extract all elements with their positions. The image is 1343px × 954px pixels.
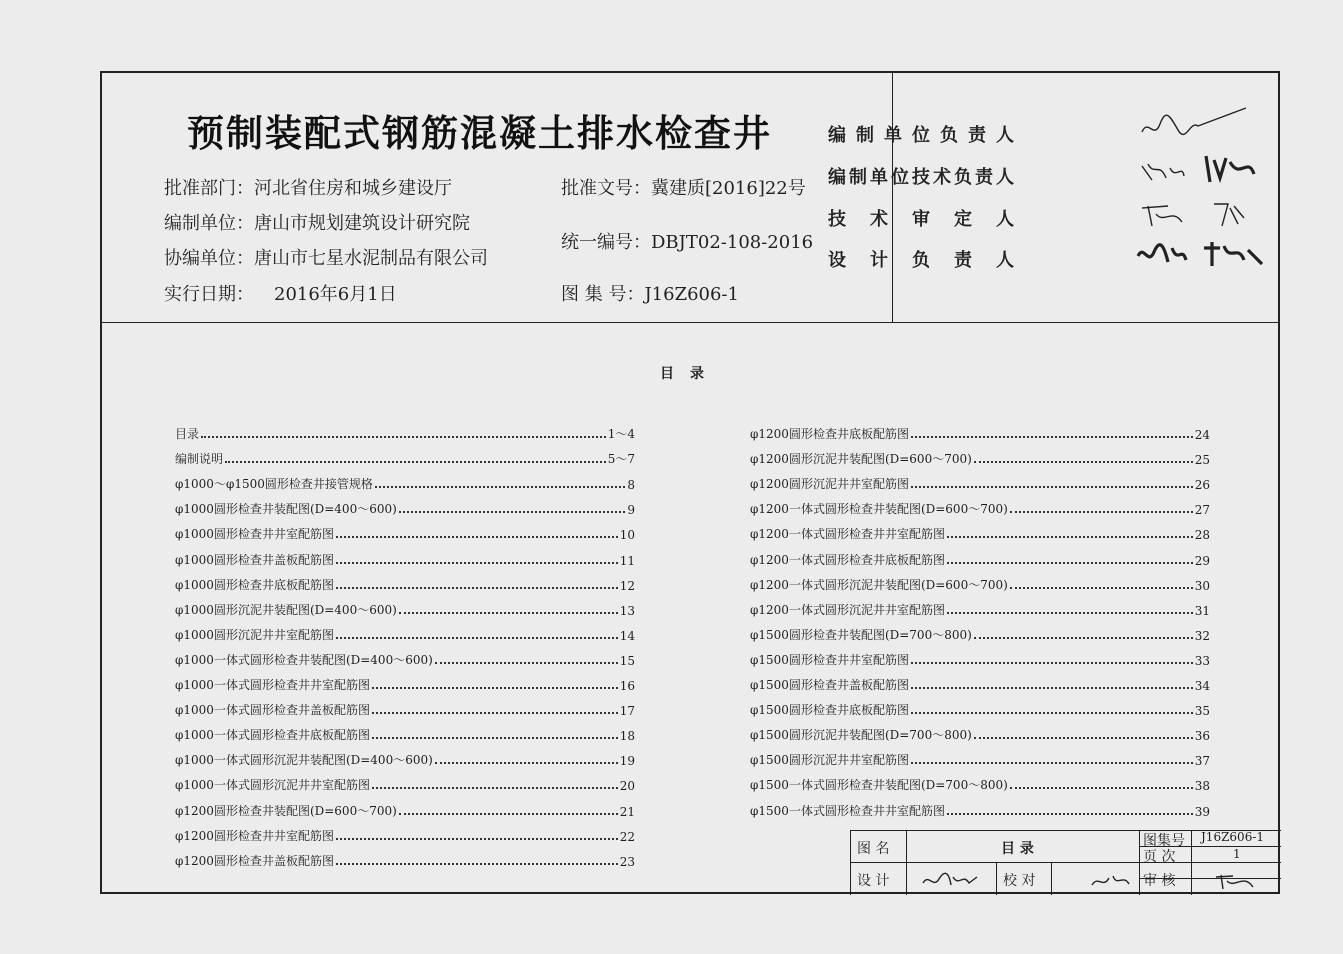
toc-item-title: φ1200一体式圆形沉泥井装配图(D=600～700) bbox=[750, 577, 1008, 592]
toc-item bbox=[175, 593, 635, 618]
unit-head-signature bbox=[1138, 104, 1250, 144]
toc-item-title: φ1200圆形检查井盖板配筋图 bbox=[175, 853, 334, 868]
toc-leader bbox=[435, 662, 618, 664]
design-head-signature-1 bbox=[1134, 240, 1190, 272]
effective-date: 实行日期： 2016年6月1日 bbox=[164, 284, 397, 305]
toc-item-title: φ1500一体式圆形检查井装配图(D=700～800) bbox=[750, 778, 1008, 793]
reviewer-signature bbox=[1213, 869, 1258, 893]
toc-item bbox=[175, 844, 635, 869]
toc-left-column bbox=[175, 417, 635, 869]
toc-leader bbox=[372, 787, 618, 789]
toc-item bbox=[175, 768, 635, 793]
toc-leader bbox=[336, 562, 618, 564]
toc-leader bbox=[1010, 787, 1193, 789]
toc-item-title: φ1000一体式圆形检查井盖板配筋图 bbox=[175, 703, 370, 718]
toc-leader bbox=[399, 813, 618, 815]
toc-item-title: φ1200圆形检查井装配图(D=600～700) bbox=[175, 803, 397, 818]
toc-item-page: 26 bbox=[1194, 478, 1210, 493]
toc-item-title: φ1200圆形检查井底板配筋图 bbox=[750, 427, 909, 442]
toc-item-title: φ1500圆形检查井装配图(D=700～800) bbox=[750, 627, 972, 642]
toc-item-title: φ1200圆形检查井井室配筋图 bbox=[175, 828, 334, 843]
toc-item-page: 17 bbox=[619, 704, 635, 719]
checker-signature bbox=[1089, 869, 1134, 893]
toc-leader bbox=[336, 838, 618, 840]
toc-item-page: 15 bbox=[619, 653, 635, 668]
tb-design-label: 设 计 bbox=[857, 873, 890, 889]
design-head-signature-2 bbox=[1200, 238, 1266, 270]
tb-page-label: 页 次 bbox=[1143, 849, 1176, 865]
responsible-row: 技术审定人 bbox=[828, 209, 1014, 230]
toc-item bbox=[175, 643, 635, 668]
toc-item-title: φ1000圆形检查井盖板配筋图 bbox=[175, 552, 334, 567]
toc-item bbox=[175, 793, 635, 818]
toc-item-page: 33 bbox=[1194, 653, 1210, 668]
toc-item-title: φ1000～φ1500圆形检查井接管规格 bbox=[175, 477, 373, 492]
toc-item bbox=[175, 718, 635, 743]
toc-item-title: 编制说明 bbox=[175, 452, 224, 467]
toc-item-page: 11 bbox=[619, 553, 635, 568]
tb-drawing-name: 目 录 bbox=[1001, 841, 1034, 857]
toc-item-page: 14 bbox=[619, 628, 635, 643]
toc-item bbox=[175, 693, 635, 718]
toc-item bbox=[750, 467, 1210, 492]
toc-item-page: 37 bbox=[1194, 754, 1210, 769]
tb-atlas-no-label: 图集号 bbox=[1143, 833, 1185, 849]
toc-item-page: 20 bbox=[619, 779, 635, 794]
toc-leader bbox=[372, 687, 618, 689]
toc-item bbox=[175, 467, 635, 492]
approval-doc-number: 批准文号：冀建质[2016]22号 bbox=[561, 178, 806, 199]
toc-item-title: φ1200一体式圆形检查井井室配筋图 bbox=[750, 527, 945, 542]
toc-item-page: 25 bbox=[1194, 453, 1210, 468]
responsible-row: 编制单位技术负责人 bbox=[828, 167, 1014, 188]
responsible-row: 设计负责人 bbox=[828, 250, 1014, 271]
toc-item bbox=[750, 668, 1210, 693]
tech-head-signature-1 bbox=[1138, 158, 1188, 188]
toc-leader bbox=[974, 737, 1193, 739]
toc-item-page: 8 bbox=[627, 478, 635, 493]
toc-item-page: 38 bbox=[1194, 779, 1210, 794]
toc-leader bbox=[911, 436, 1193, 438]
toc-leader bbox=[435, 762, 618, 764]
toc-item-page: 39 bbox=[1194, 804, 1210, 819]
tb-hline bbox=[851, 862, 1281, 863]
atlas-number: 图 集 号：J16Z606-1 bbox=[561, 284, 739, 305]
tb-vline bbox=[1139, 831, 1140, 895]
toc-item bbox=[750, 568, 1210, 593]
toc-item-page: 16 bbox=[619, 679, 635, 694]
tb-check-label: 校 对 bbox=[1003, 873, 1036, 889]
toc-right-column bbox=[750, 417, 1210, 819]
toc-item bbox=[750, 542, 1210, 567]
toc-item-page: 28 bbox=[1194, 528, 1210, 543]
toc-item-page: 1～4 bbox=[607, 427, 635, 442]
toc-leader bbox=[336, 637, 618, 639]
toc-item bbox=[750, 417, 1210, 442]
toc-item-page: 29 bbox=[1194, 553, 1210, 568]
toc-leader bbox=[974, 461, 1193, 463]
tb-vline bbox=[1051, 862, 1052, 895]
toc-item-title: φ1000圆形检查井井室配筋图 bbox=[175, 527, 334, 542]
toc-item-page: 32 bbox=[1194, 628, 1210, 643]
co-compile-unit: 协编单位：唐山市七星水泥制品有限公司 bbox=[164, 248, 488, 269]
toc-item bbox=[750, 693, 1210, 718]
toc-item-title: φ1000一体式圆形沉泥井装配图(D=400～600) bbox=[175, 753, 433, 768]
toc-item-title: φ1200一体式圆形检查井装配图(D=600～700) bbox=[750, 502, 1008, 517]
document-title: 预制装配式钢筋混凝土排水检查井 bbox=[187, 112, 772, 155]
toc-item bbox=[750, 718, 1210, 743]
toc-leader bbox=[911, 486, 1193, 488]
tech-review-signature-2 bbox=[1208, 198, 1248, 230]
toc-leader bbox=[1010, 511, 1193, 513]
toc-leader bbox=[201, 436, 606, 438]
toc-item-page: 30 bbox=[1194, 578, 1210, 593]
toc-item-title: φ1000圆形沉泥井装配图(D=400～600) bbox=[175, 602, 397, 617]
toc-item-page: 10 bbox=[619, 528, 635, 543]
toc-item-title: φ1500圆形检查井盖板配筋图 bbox=[750, 678, 909, 693]
toc-item bbox=[750, 517, 1210, 542]
toc-item bbox=[175, 819, 635, 844]
toc-item-page: 13 bbox=[619, 603, 635, 618]
toc-item bbox=[175, 668, 635, 693]
toc-item-title: φ1000圆形沉泥井井室配筋图 bbox=[175, 627, 334, 642]
toc-leader bbox=[911, 662, 1193, 664]
contents-title: 目录 bbox=[660, 366, 720, 382]
toc-item-page: 36 bbox=[1194, 729, 1210, 744]
toc-leader bbox=[974, 637, 1193, 639]
toc-item bbox=[175, 618, 635, 643]
toc-item-title: φ1200圆形沉泥井井室配筋图 bbox=[750, 477, 909, 492]
toc-leader bbox=[911, 712, 1193, 714]
toc-leader bbox=[336, 587, 618, 589]
toc-leader bbox=[947, 612, 1193, 614]
toc-item-title: φ1000一体式圆形检查井装配图(D=400～600) bbox=[175, 652, 433, 667]
toc-leader bbox=[375, 486, 625, 488]
toc-item-page: 18 bbox=[619, 729, 635, 744]
compile-unit: 编制单位：唐山市规划建筑设计研究院 bbox=[164, 213, 470, 234]
toc-item-page: 35 bbox=[1194, 704, 1210, 719]
toc-item-title: φ1500圆形检查井井室配筋图 bbox=[750, 652, 909, 667]
toc-item-title: φ1200一体式圆形检查井底板配筋图 bbox=[750, 552, 945, 567]
tb-vline bbox=[906, 831, 907, 895]
toc-item-title: φ1200圆形沉泥井装配图(D=600～700) bbox=[750, 452, 972, 467]
header-vertical-divider bbox=[892, 73, 893, 322]
designer-signature bbox=[921, 869, 981, 893]
toc-item-page: 22 bbox=[619, 829, 635, 844]
toc-item-title: φ1000一体式圆形检查井底板配筋图 bbox=[175, 728, 370, 743]
tb-drawing-name-label: 图 名 bbox=[857, 841, 890, 857]
toc-item bbox=[175, 417, 635, 442]
toc-item-title: φ1000一体式圆形沉泥井井室配筋图 bbox=[175, 778, 370, 793]
tb-vline bbox=[1191, 831, 1192, 895]
toc-item-page: 5～7 bbox=[607, 452, 635, 467]
header-divider bbox=[102, 322, 1278, 323]
toc-item bbox=[750, 442, 1210, 467]
toc-item-page: 21 bbox=[619, 804, 635, 819]
tb-atlas-no: J16Z606-1 bbox=[1201, 830, 1265, 844]
drawing-frame bbox=[100, 71, 1280, 894]
toc-leader bbox=[947, 813, 1193, 815]
toc-item-title: 目录 bbox=[175, 427, 200, 442]
toc-item-page: 24 bbox=[1194, 428, 1210, 443]
toc-item-title: φ1500圆形沉泥井井室配筋图 bbox=[750, 753, 909, 768]
toc-item bbox=[750, 618, 1210, 643]
responsible-row: 编制单位负责人 bbox=[828, 125, 1014, 146]
toc-item bbox=[750, 593, 1210, 618]
toc-item-page: 12 bbox=[619, 578, 635, 593]
toc-leader bbox=[336, 536, 618, 538]
toc-item bbox=[750, 492, 1210, 517]
toc-item-title: φ1000一体式圆形检查井井室配筋图 bbox=[175, 678, 370, 693]
toc-item bbox=[750, 643, 1210, 668]
toc-leader bbox=[399, 511, 626, 513]
toc-item bbox=[175, 492, 635, 517]
toc-item-page: 27 bbox=[1194, 503, 1210, 518]
toc-item bbox=[175, 542, 635, 567]
toc-leader bbox=[225, 461, 606, 463]
toc-item-title: φ1000圆形检查井装配图(D=400～600) bbox=[175, 502, 397, 517]
toc-item bbox=[750, 768, 1210, 793]
toc-leader bbox=[399, 612, 618, 614]
approval-dept: 批准部门：河北省住房和城乡建设厅 bbox=[164, 178, 452, 199]
toc-item-page: 9 bbox=[627, 503, 635, 518]
toc-item-title: φ1200一体式圆形沉泥井井室配筋图 bbox=[750, 602, 945, 617]
toc-leader bbox=[947, 536, 1193, 538]
toc-leader bbox=[1010, 587, 1193, 589]
toc-item bbox=[175, 517, 635, 542]
toc-item-page: 34 bbox=[1194, 679, 1210, 694]
tb-vline bbox=[996, 862, 997, 895]
toc-leader bbox=[336, 863, 618, 865]
toc-leader bbox=[372, 737, 618, 739]
toc-leader bbox=[947, 562, 1193, 564]
toc-item-title: φ1500圆形检查井底板配筋图 bbox=[750, 703, 909, 718]
toc-leader bbox=[911, 687, 1193, 689]
toc-item-page: 19 bbox=[619, 754, 635, 769]
toc-item-title: φ1500圆形沉泥井装配图(D=700～800) bbox=[750, 728, 972, 743]
toc-item bbox=[175, 442, 635, 467]
toc-item-page: 23 bbox=[619, 854, 635, 869]
toc-item bbox=[175, 568, 635, 593]
toc-leader bbox=[911, 762, 1193, 764]
toc-item-page: 31 bbox=[1194, 603, 1210, 618]
toc-item-title: φ1500一体式圆形检查井井室配筋图 bbox=[750, 803, 945, 818]
toc-leader bbox=[372, 712, 618, 714]
toc-item bbox=[175, 743, 635, 768]
tb-page: 1 bbox=[1233, 847, 1241, 861]
tb-review-label: 审 核 bbox=[1143, 873, 1176, 889]
tech-review-signature-1 bbox=[1138, 200, 1186, 230]
tech-head-signature-2 bbox=[1200, 152, 1258, 186]
toc-item bbox=[750, 743, 1210, 768]
title-block bbox=[850, 830, 1281, 895]
toc-item bbox=[750, 793, 1210, 818]
unified-number: 统一编号：DBJT02-108-2016 bbox=[561, 232, 814, 253]
toc-item-title: φ1000圆形检查井底板配筋图 bbox=[175, 577, 334, 592]
